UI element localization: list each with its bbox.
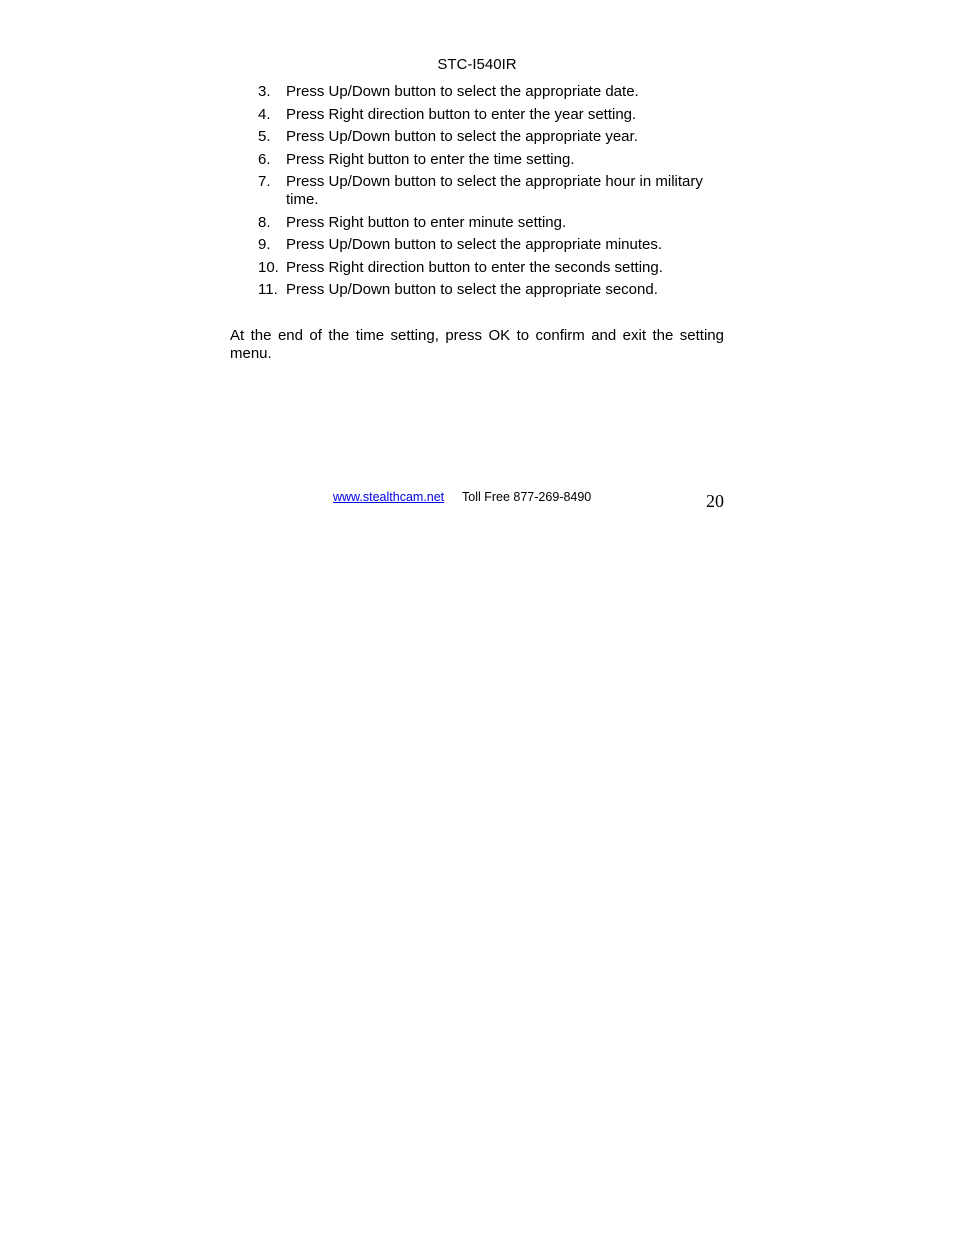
step-number: 5. <box>258 128 271 145</box>
step-number: 3. <box>258 83 271 100</box>
list-item <box>230 106 724 124</box>
list-item <box>230 259 724 277</box>
step-text: Press Up/Down button to select the appropriate year. <box>286 128 638 145</box>
step-number: 6. <box>258 150 271 168</box>
step-text: Press Right direction button to enter the year setting. <box>286 105 637 123</box>
step-number: 7. <box>258 173 271 190</box>
list-item <box>230 151 724 169</box>
step-number: 4. <box>258 105 271 123</box>
step-number: 8. <box>258 213 271 231</box>
step-text: Press Up/Down button to select the appropriate date. <box>286 83 639 100</box>
toll-free-phone: Toll Free 877-269-8490 <box>462 490 592 504</box>
list-item <box>230 281 724 299</box>
step-text: Press Right button to enter the time setting. <box>286 150 575 168</box>
website-link[interactable]: www.stealthcam.net <box>333 490 445 504</box>
list-item <box>230 173 724 209</box>
step-text: Press Right direction button to enter the seconds setting. <box>286 258 663 276</box>
list-item <box>230 83 724 101</box>
step-text: Press Up/Down button to select the appropriate second. <box>286 281 658 298</box>
closing-paragraph: At the end of the time setting, press OK to confirm and exit the setting menu. <box>230 327 724 362</box>
list-item <box>230 236 724 254</box>
instruction-steps-list <box>230 83 724 304</box>
step-number: 10. <box>258 258 279 276</box>
step-text: Press Right button to enter minute setting. <box>286 213 567 231</box>
step-number: 9. <box>258 236 271 253</box>
step-text: Press Up/Down button to select the appropriate hour in military time. <box>286 173 703 208</box>
document-header-title: STC-I540IR <box>437 56 517 73</box>
page-number: 20 <box>706 491 724 511</box>
step-number: 11. <box>258 281 278 298</box>
step-text: Press Up/Down button to select the appropriate minutes. <box>286 236 663 253</box>
list-item <box>230 214 724 232</box>
list-item <box>230 128 724 146</box>
